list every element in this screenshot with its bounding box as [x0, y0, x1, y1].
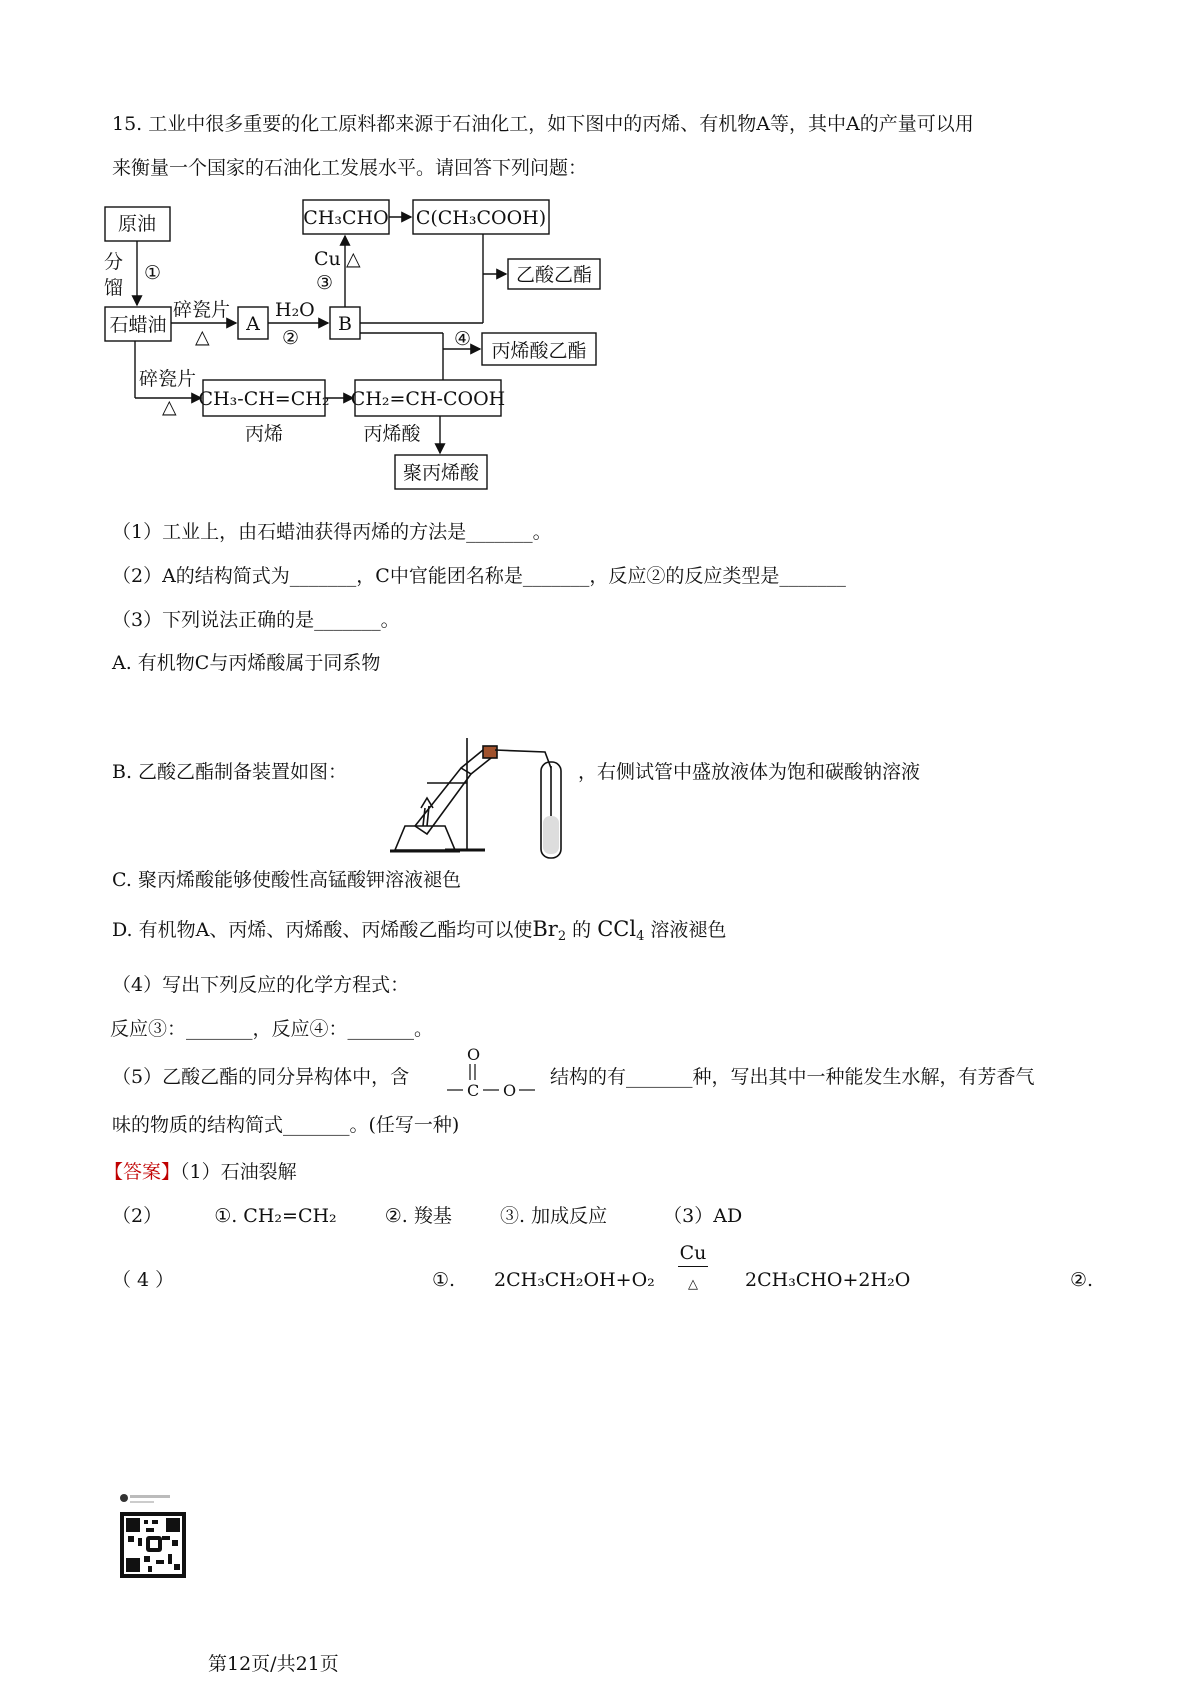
- catalyst-label-1: 碎瓷片: [173, 299, 231, 321]
- reaction-condition: [678, 1242, 708, 1292]
- option-D-mid: 的: [566, 919, 598, 941]
- answer-2-item-3: ③. 加成反应: [499, 1205, 608, 1227]
- sub-question-5-prefix: （5）乙酸乙酯的同分异构体中，含: [112, 1066, 410, 1088]
- option-B-right: ，右侧试管中盛放液体为饱和碳酸钠溶液: [578, 761, 921, 783]
- bromine-symbol: Br: [532, 917, 558, 941]
- A-label: A: [246, 313, 260, 335]
- sub-question-4: （4）写出下列反应的化学方程式：: [112, 974, 410, 996]
- answer-3: （3）AD: [663, 1205, 743, 1227]
- heat-label-1: △: [195, 326, 210, 348]
- ester-oxygen: O: [503, 1081, 517, 1100]
- condition-catalyst: Cu: [679, 1242, 707, 1264]
- fractionation-label-1: 分: [104, 251, 124, 273]
- answer-4-item-1: ①.: [432, 1269, 456, 1291]
- answer-2-item-1: ①. CH₂=CH₂: [214, 1205, 337, 1227]
- option-D-suffix: 溶液褪色: [644, 919, 727, 941]
- step-2-label: ②: [282, 327, 300, 349]
- option-D: [112, 917, 726, 949]
- heat-label-2: △: [162, 396, 177, 418]
- answer-1: （1）石油裂解: [180, 1161, 297, 1183]
- ester-carbonyl-oxygen: O: [467, 1045, 481, 1064]
- answer-line-1: [104, 1160, 297, 1184]
- answer-line-2: [112, 1204, 742, 1228]
- answer-4-equation-left: 2CH₃CH₂OH+O₂: [494, 1269, 655, 1291]
- sub-question-5-line2: 味的物质的结构简式_______。(任写一种): [112, 1114, 460, 1136]
- heat-label-3: △: [346, 248, 361, 270]
- question-line-1: 15. 工业中很多重要的化工原料都来源于石油化工，如下图中的丙烯、有机物A等，其中A的产量可以用: [112, 113, 974, 135]
- synthesis-flow-diagram: [104, 207, 630, 505]
- ccl4-symbol: CCl: [597, 917, 637, 941]
- acrylic-acid-formula: CH₂=CH-COOH: [350, 388, 506, 410]
- acrylic-acid-name: 丙烯酸: [363, 423, 421, 445]
- answer-tag: 【答案】: [104, 1161, 181, 1183]
- condition-heat: △: [688, 1277, 698, 1292]
- question-line-2: 来衡量一个国家的石油化工发展水平。请回答下列问题：: [112, 157, 588, 179]
- sub-question-1: （1）工业上，由石蜡油获得丙烯的方法是_______。: [112, 521, 552, 543]
- answer-4-equation-right: 2CH₃CHO+2H₂O: [745, 1269, 911, 1291]
- copper-label: Cu: [314, 248, 341, 270]
- sub-question-2: （2）A的结构简式为_______，C中官能团名称是_______，反应②的反应类型是_______: [112, 565, 846, 587]
- option-C: C. 聚丙烯酸能够使酸性高锰酸钾溶液褪色: [112, 869, 461, 891]
- ccl4-formula: [597, 917, 645, 944]
- bromine-formula: [532, 917, 567, 944]
- ethyl-acetate-label: 乙酸乙酯: [515, 264, 593, 286]
- option-D-prefix: D. 有机物A、丙烯、丙烯酸、丙烯酸乙酯均可以使: [112, 919, 533, 941]
- crude-oil-label: 原油: [117, 213, 157, 235]
- ester-carbon: C: [467, 1081, 480, 1100]
- ester-group-structure: [445, 1044, 545, 1104]
- option-B-left: B. 乙酸乙酯制备装置如图：: [112, 761, 348, 783]
- catalyst-label-2: 碎瓷片: [139, 368, 197, 390]
- sub-question-5-suffix: 结构的有_______种，写出其中一种能发生水解，有芳香气: [550, 1066, 1035, 1088]
- sub-question-4-line: 反应③：_______，反应④：_______。: [110, 1018, 434, 1040]
- option-A: A. 有机物C与丙烯酸属于同系物: [112, 652, 381, 674]
- step-1-label: ①: [144, 262, 162, 284]
- answer-2-item-2: ②. 羧基: [384, 1205, 452, 1227]
- fractionation-label-2: 馏: [104, 277, 124, 299]
- sub-question-3: （3）下列说法正确的是_______。: [112, 609, 400, 631]
- answer-4-label: （ 4 ）: [112, 1269, 175, 1291]
- ch3cho-label: CH₃CHO: [303, 207, 389, 229]
- qr-code-image: [118, 1490, 190, 1586]
- ethyl-acrylate-label: 丙烯酸乙酯: [491, 340, 587, 362]
- condition-arrow: [678, 1266, 708, 1267]
- page-number: 第12页/共21页: [208, 1653, 339, 1675]
- propene-name: 丙烯: [244, 423, 284, 445]
- paraffin-label: 石蜡油: [109, 314, 167, 336]
- answer-4-item-2: ②.: [1070, 1269, 1094, 1291]
- step-3-label: ③: [316, 272, 334, 294]
- bromine-subscript: 2: [557, 929, 567, 944]
- answer-2-label: （2）: [112, 1205, 163, 1227]
- ccl4-subscript: 4: [636, 929, 645, 944]
- polyacrylic-label: 聚丙烯酸: [402, 462, 480, 484]
- propene-formula: CH₃-CH=CH₂: [198, 388, 330, 410]
- B-label: B: [338, 313, 352, 335]
- step-4-label: ④: [454, 328, 472, 350]
- acetic-acid-label: C(CH₃COOH): [415, 207, 547, 229]
- water-label: H₂O: [275, 299, 315, 321]
- ethyl-acetate-apparatus: [375, 738, 575, 858]
